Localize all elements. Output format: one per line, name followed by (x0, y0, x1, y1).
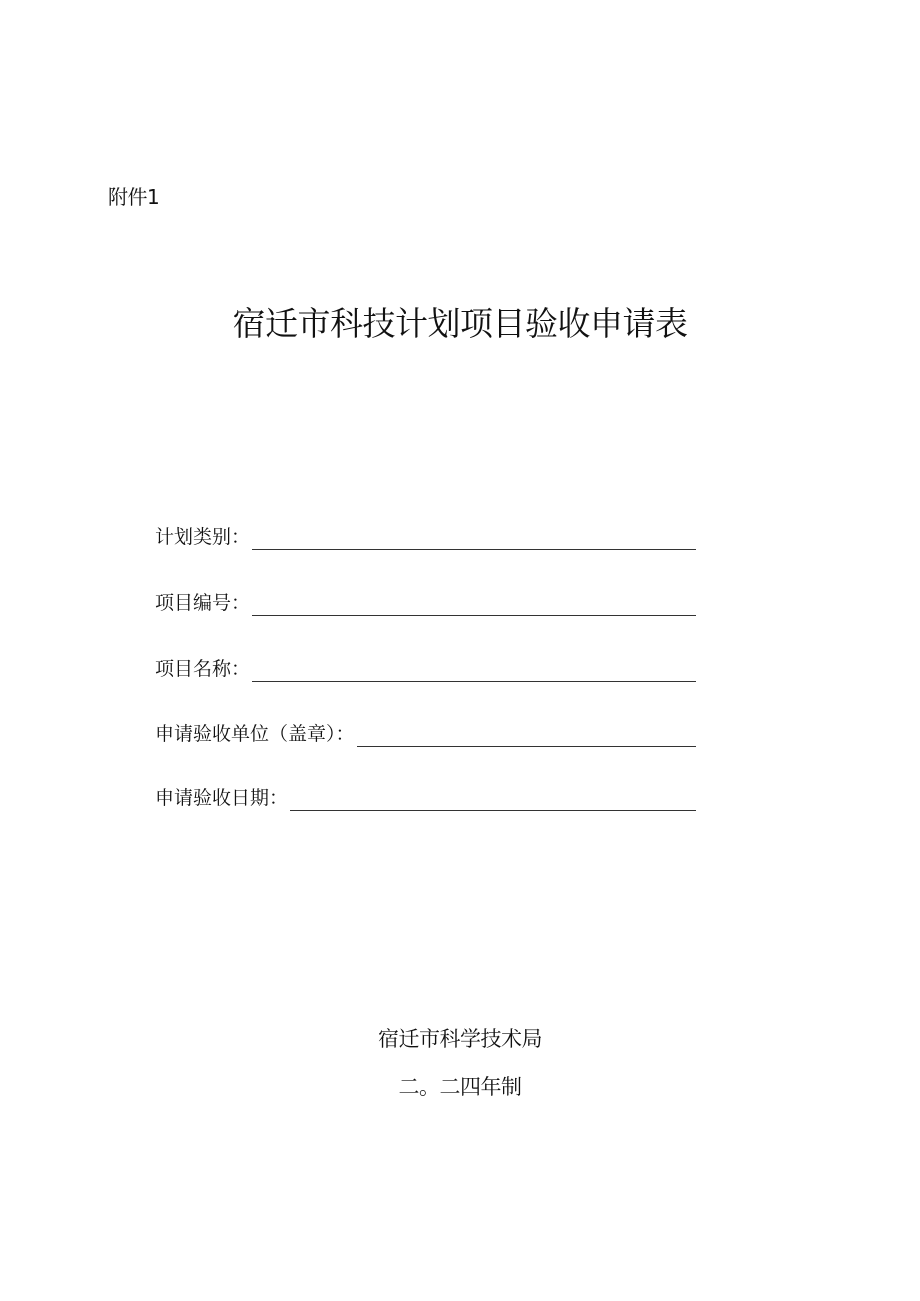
application-date-blank[interactable] (290, 809, 696, 811)
field-plan-category (155, 520, 696, 550)
form-title: 宿迁市科技计划项目验收申请表 (232, 304, 688, 343)
field-label: 项目编号： (155, 592, 251, 614)
field-label: 项目名称： (155, 658, 251, 680)
field-label: 计划类别： (155, 526, 251, 548)
field-label: 申请验收单位（盖章）： (155, 723, 355, 745)
issuer-name: 宿迁市科学技术局 (378, 1027, 542, 1051)
project-name-blank[interactable] (252, 680, 696, 682)
made-year: 二。二四年制 (398, 1075, 522, 1099)
field-application-date (155, 781, 696, 811)
field-project-number (155, 586, 696, 616)
applicant-unit-blank[interactable] (357, 745, 696, 747)
field-applicant-unit (155, 717, 696, 747)
field-project-name (155, 652, 696, 682)
attachment-label: 附件1 (108, 185, 160, 209)
plan-category-blank[interactable] (252, 548, 696, 550)
field-label: 申请验收日期： (155, 787, 289, 809)
project-number-blank[interactable] (252, 614, 696, 616)
